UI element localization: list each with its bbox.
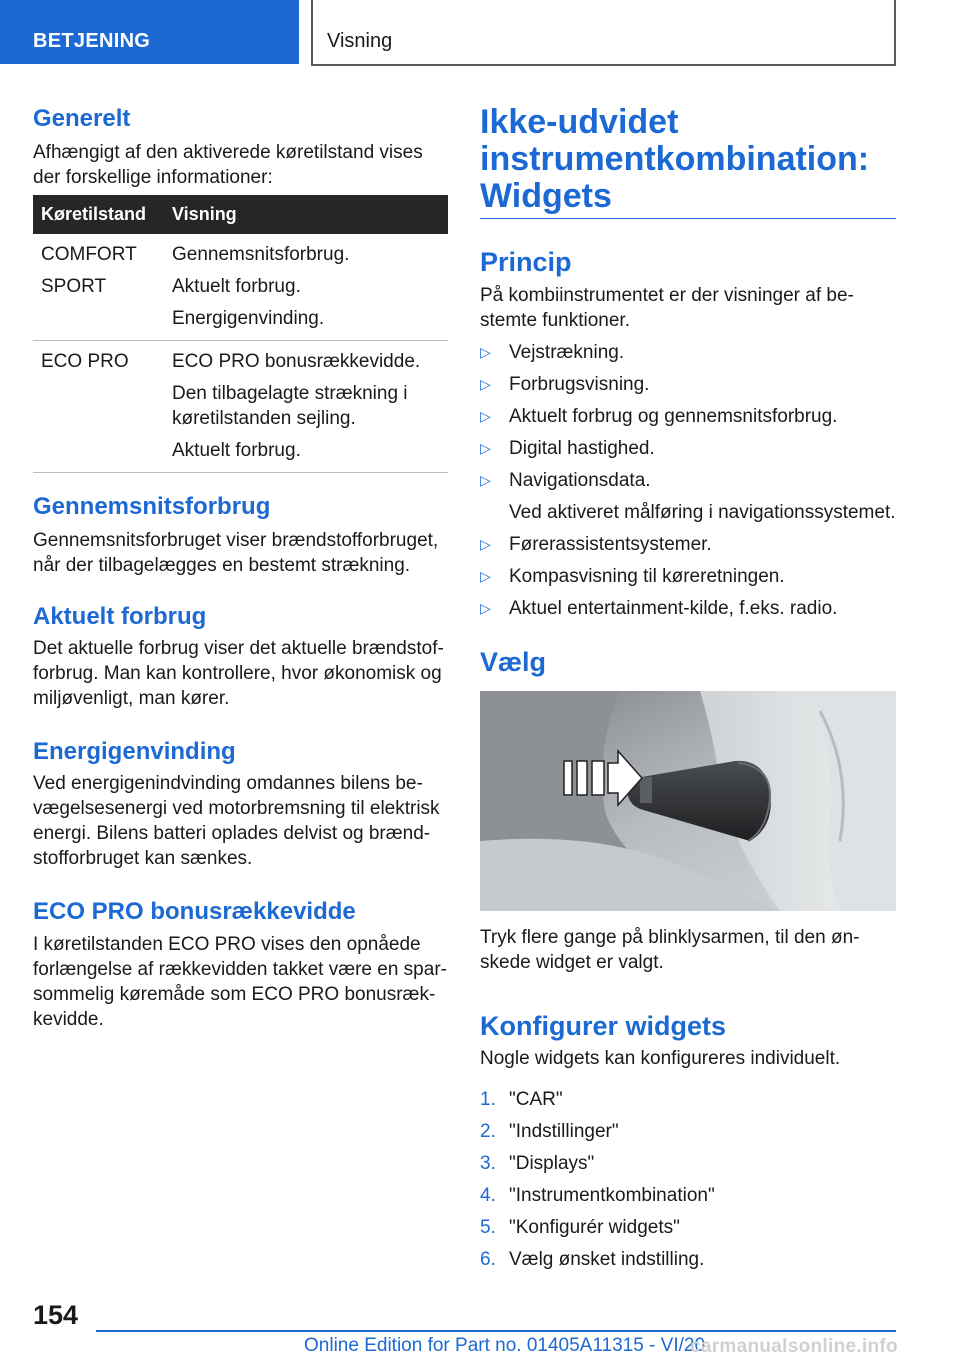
display-value: ECO PRO bonusrækkevidde. [172, 351, 421, 372]
list-item [480, 372, 900, 397]
list-item [480, 564, 900, 589]
text-line: Gennemsnitsforbruget viser brændstofforbruget, [33, 530, 439, 551]
heading-princip: Princip [480, 247, 572, 277]
list-item-text: Digital hastighed. [509, 438, 655, 459]
heading-konfigurer-widgets: Konfigurer widgets [480, 1011, 727, 1041]
heading-energigenvinding: Energigenvinding [33, 738, 236, 765]
footer-divider [96, 1330, 896, 1332]
section-title-widgets [480, 104, 896, 215]
step-number: 4. [480, 1185, 496, 1206]
list-item-text: Navigationsdata. [509, 470, 651, 491]
step-item [480, 1183, 900, 1208]
chapter-box [311, 0, 896, 66]
triangle-right-outline-icon: ▷ [480, 600, 491, 616]
list-item-text: Aktuel entertainment-kilde, f.eks. radio. [509, 598, 838, 619]
step-number: 2. [480, 1121, 496, 1142]
configuration-steps [480, 1087, 900, 1279]
chapter-title: Visning [327, 30, 393, 52]
display-cell [164, 341, 448, 473]
display-value: Gennemsnitsforbrug. [172, 244, 350, 265]
step-item [480, 1151, 900, 1176]
triangle-right-outline-icon: ▷ [480, 376, 491, 392]
step-number: 1. [480, 1089, 496, 1110]
table-row [33, 234, 448, 341]
text-line: Tryk flere gange på blinklysarmen, til den øn‐ [480, 927, 860, 948]
text-line: Afhængigt af den aktiverede køretilstand vises [33, 142, 423, 163]
section-tab [0, 0, 299, 64]
watermark: carmanualsonline.info [690, 1336, 898, 1357]
edition-note: Online Edition for Part no. 01405A11315 - VI/20 [304, 1335, 706, 1356]
konfigurer-text: Nogle widgets kan konfigureres individuelt. [480, 1048, 841, 1069]
aktuelt-forbrug-text [33, 636, 453, 711]
table-header-row [33, 195, 448, 234]
title-line: instrumentkombination: [480, 140, 870, 178]
list-item [480, 404, 900, 429]
list-item-text: Førerassistentsystemer. [509, 534, 712, 555]
column-header: Visning [164, 195, 448, 234]
step-item [480, 1087, 900, 1112]
list-item [480, 532, 900, 557]
vaelg-caption [480, 925, 900, 975]
triangle-right-outline-icon: ▷ [480, 536, 491, 552]
step-number: 3. [480, 1153, 496, 1174]
step-text: "Displays" [509, 1153, 595, 1174]
text-line: Det aktuelle forbrug viser det aktuelle brændstof‐ [33, 638, 444, 659]
drive-mode-table [33, 195, 448, 473]
step-text: "Instrumentkombination" [509, 1185, 715, 1206]
heading-gennemsnitsforbrug: Gennemsnitsforbrug [33, 493, 271, 520]
step-text: "Indstillinger" [509, 1121, 619, 1142]
mode-cell [33, 341, 164, 473]
title-divider [480, 218, 896, 219]
triangle-right-outline-icon: ▷ [480, 568, 491, 584]
triangle-right-outline-icon: ▷ [480, 344, 491, 360]
list-item-text: Aktuelt forbrug og gennemsnitsforbrug. [509, 406, 838, 427]
text-line: miljøvenligt, man kører. [33, 688, 230, 709]
list-item [480, 468, 900, 525]
display-cell [164, 234, 448, 341]
triangle-right-outline-icon: ▷ [480, 408, 491, 424]
section-title: BETJENING [33, 30, 151, 52]
step-number: 5. [480, 1217, 496, 1238]
heading-generelt: Generelt [33, 105, 131, 132]
text-line: sommelig køremåde som ECO PRO bonusræk‐ [33, 984, 436, 1005]
step-number: 6. [480, 1249, 496, 1270]
mode-value: COMFORT [41, 244, 137, 265]
list-item [480, 596, 900, 621]
display-value: Aktuelt forbrug. [172, 276, 301, 297]
table-row [33, 341, 448, 473]
heading-aktuelt-forbrug: Aktuelt forbrug [33, 603, 207, 630]
text-line: energi. Bilens batteri oplades delvist og brænd‐ [33, 823, 431, 844]
text-line: forlængelse af rækkevidden takket være en spar‐ [33, 959, 447, 980]
generelt-text [33, 140, 448, 190]
step-text: Vælg ønsket indstilling. [509, 1249, 705, 1270]
display-value: Aktuelt forbrug. [172, 440, 301, 461]
title-line: Widgets [480, 177, 612, 215]
lever-drawing [480, 691, 896, 911]
princip-text [480, 283, 900, 333]
list-item-subtext: Ved aktiveret målføring i navigationssystemet. [509, 502, 896, 523]
mode-cell [33, 234, 164, 341]
turn-signal-lever-illustration [480, 691, 896, 911]
text-line: der forskellige informationer: [33, 167, 273, 188]
text-line: forbrug. Man kan kontrollere, hvor økonomisk og [33, 663, 442, 684]
heading-vaelg: Vælg [480, 647, 547, 677]
energigenvinding-text [33, 771, 453, 871]
step-item [480, 1119, 900, 1144]
heading-eco-pro-bonus: ECO PRO bonusrækkevidde [33, 898, 356, 925]
mode-value: ECO PRO [41, 351, 129, 372]
step-text: "Konfigurér widgets" [509, 1217, 680, 1238]
display-value: Energigenvinding. [172, 308, 325, 329]
list-item-text: Vejstrækning. [509, 342, 625, 363]
triangle-right-outline-icon: ▷ [480, 472, 491, 488]
list-item-text: Kompasvisning til køreretningen. [509, 566, 785, 587]
step-text: "CAR" [509, 1089, 563, 1110]
text-line: Ved energigenindvinding omdannes bilens be‐ [33, 773, 423, 794]
text-line: stofforbruget kan sænkes. [33, 848, 253, 869]
display-value: Den tilbagelagte strækning i køretilstanden sejling. [172, 383, 408, 429]
title-line: Ikke-udvidet [480, 103, 679, 141]
text-line: I køretilstanden ECO PRO vises den opnåede [33, 934, 421, 955]
step-item [480, 1247, 900, 1272]
triangle-right-outline-icon: ▷ [480, 440, 491, 456]
mode-value: SPORT [41, 276, 107, 297]
text-line: stemte funktioner. [480, 310, 630, 331]
column-header: Køretilstand [33, 195, 164, 234]
eco-pro-bonus-text [33, 932, 453, 1032]
step-item [480, 1215, 900, 1240]
page-number: 154 [33, 1300, 79, 1330]
gennemsnitsforbrug-text [33, 528, 453, 578]
text-line: vægelsesenergi ved motorbremsning til elektrisk [33, 798, 440, 819]
function-list [480, 340, 900, 628]
text-line: skede widget er valgt. [480, 952, 664, 973]
list-item-text: Forbrugsvisning. [509, 374, 650, 395]
text-line: På kombiinstrumentet er der visninger af be‐ [480, 285, 854, 306]
text-line: når der tilbagelægges en bestemt strækning. [33, 555, 411, 576]
list-item [480, 340, 900, 365]
list-item [480, 436, 900, 461]
text-line: kevidde. [33, 1009, 104, 1030]
